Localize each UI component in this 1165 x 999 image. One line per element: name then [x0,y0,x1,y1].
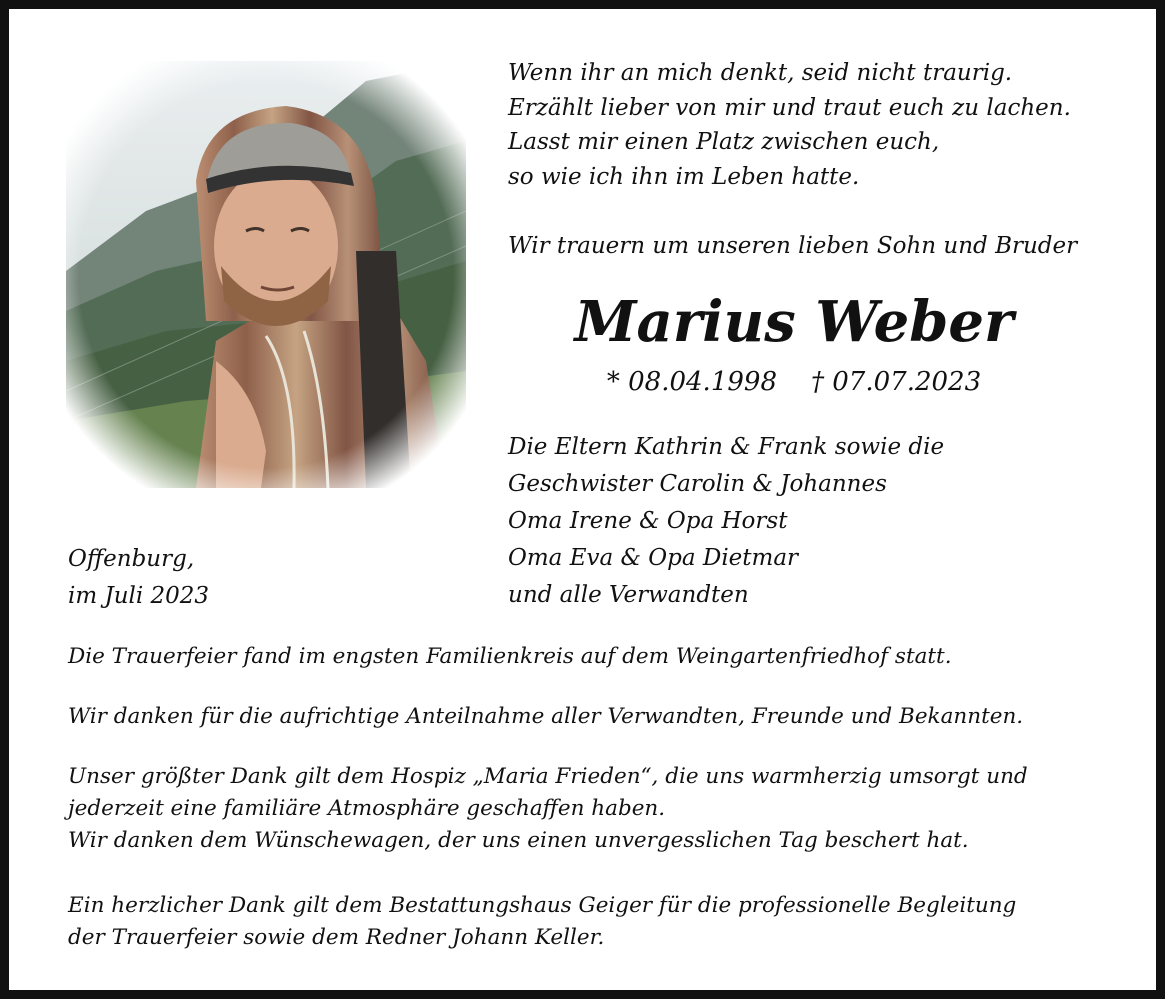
hospice-thanks [68,761,1138,857]
family-line: Die Eltern Kathrin & Frank sowie die [508,434,945,460]
date: im Juli 2023 [68,583,210,609]
family-line: und alle Verwandten [508,582,749,608]
paragraph-line: Unser größter Dank gilt dem Hospiz „Maria Frieden“, die uns warmherzig umsorgt und [68,764,1028,789]
paragraph-line: jederzeit eine familiäre Atmosphäre geschaffen haben. [68,796,666,821]
poem-line: Wenn ihr an mich denkt, seid nicht traurig. [508,60,1013,86]
paragraph-line: Wir danken für die aufrichtige Anteilnahme aller Verwandten, Freunde und Bekannten. [68,704,1024,729]
paragraph-line: der Trauerfeier sowie dem Redner Johann Keller. [68,925,605,950]
ceremony-notice [68,641,1138,673]
family-line: Oma Eva & Opa Dietmar [508,545,799,571]
birth-date: * 08.04.1998 [606,367,777,397]
poem-line: Lasst mir einen Platz zwischen euch, [508,129,940,155]
family-list [508,429,1128,614]
place-and-date [68,541,368,615]
mourning-line: Wir trauern um unseren lieben Sohn und Bruder [508,233,1078,259]
funeral-home-thanks [68,890,1138,954]
paragraph-line: Wir danken dem Wünschewagen, der uns einen unvergesslichen Tag beschert hat. [68,828,969,853]
death-date: † 07.07.2023 [811,367,982,397]
paragraph-line: Ein herzlicher Dank gilt dem Bestattungshaus Geiger für die professionelle Begleitung [68,893,1017,918]
sympathy-thanks [68,701,1138,733]
family-line: Oma Irene & Opa Horst [508,508,788,534]
life-dates [544,362,1044,402]
poem [508,56,1128,194]
deceased-name: Marius Weber [574,289,1014,355]
family-line: Geschwister Carolin & Johannes [508,471,887,497]
portrait-photo [66,61,466,488]
paragraph-line: Die Trauerfeier fand im engsten Familienkreis auf dem Weingartenfriedhof statt. [68,644,952,669]
place: Offenburg, [68,546,195,572]
poem-line: Erzählt lieber von mir und traut euch zu lachen. [508,94,1071,121]
poem-line: so wie ich ihn im Leben hatte. [508,163,860,190]
